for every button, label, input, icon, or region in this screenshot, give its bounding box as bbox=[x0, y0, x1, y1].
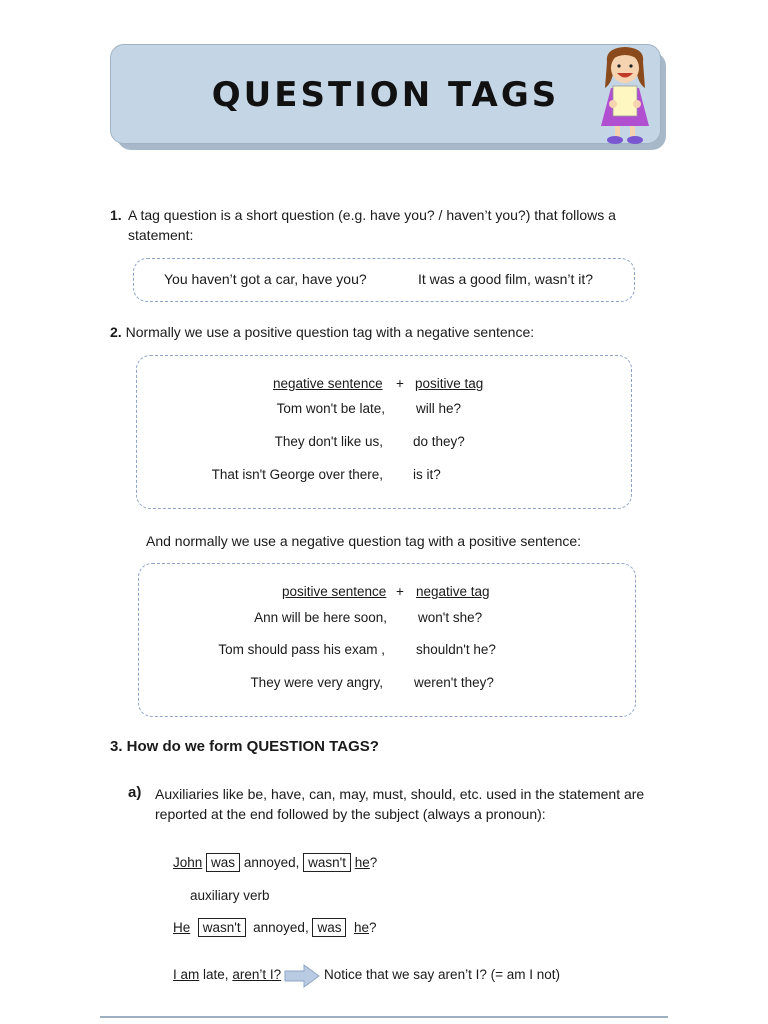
example2-end: ? bbox=[369, 920, 377, 935]
table2-plus: + bbox=[396, 584, 404, 599]
table1-row3-sentence: That isn't George over there, bbox=[211, 467, 383, 482]
positive-table-box bbox=[138, 563, 636, 717]
section3-a-text: Auxiliaries like be, have, can, may, must, should, etc. used in the statement are reported at the end followed by the subject (always a pronoun): bbox=[155, 786, 645, 822]
section1 bbox=[110, 205, 670, 243]
example-1b: It was a good film, wasn’t it? bbox=[418, 271, 594, 287]
table2-row1-sentence: Ann will be here soon, bbox=[254, 610, 387, 625]
table2-row3-tag: weren't they? bbox=[414, 675, 494, 690]
example1-pronoun: he bbox=[354, 855, 370, 870]
table1-row1-tag: will he? bbox=[416, 401, 462, 416]
example1-line bbox=[173, 855, 377, 870]
arrow-right-icon bbox=[284, 964, 320, 988]
table1-row2-sentence: They don't like us, bbox=[274, 434, 383, 449]
example1-tag-aux: wasn't bbox=[303, 853, 351, 872]
example3-part2: late, bbox=[203, 967, 229, 982]
negative-table-box bbox=[136, 355, 632, 509]
section1-number: 1. bbox=[110, 207, 122, 223]
section2-text: Normally we use a positive question tag with a negative sentence: bbox=[125, 324, 535, 340]
girl-illustration-icon bbox=[593, 44, 657, 148]
table1-row3-tag: is it? bbox=[413, 467, 441, 482]
example3-line bbox=[173, 967, 281, 982]
example2-subject: He bbox=[173, 920, 191, 935]
table2-header-tag: negative tag bbox=[416, 584, 490, 599]
table1-row2-tag: do they? bbox=[413, 434, 465, 449]
example2-tag-aux: was bbox=[312, 918, 346, 937]
table1-row1-sentence: Tom won't be late, bbox=[276, 401, 385, 416]
aux-verb-label: auxiliary verb bbox=[190, 888, 270, 903]
section3-heading: 3. How do we form QUESTION TAGS? bbox=[110, 738, 379, 755]
table2-row1-tag: won't she? bbox=[418, 610, 483, 625]
table2-row3-sentence: They were very angry, bbox=[250, 675, 383, 690]
title-banner bbox=[110, 44, 661, 144]
section2-text2: And normally we use a negative question tag with a positive sentence: bbox=[146, 533, 582, 549]
table2-header-sentence: positive sentence bbox=[282, 584, 387, 599]
example3-part3: aren’t I? bbox=[232, 967, 282, 982]
example2-line bbox=[173, 920, 377, 935]
section2 bbox=[110, 322, 670, 342]
example3-part1: I am bbox=[173, 967, 200, 982]
section3-a-label: a) bbox=[128, 784, 142, 801]
bottom-divider bbox=[100, 1016, 668, 1018]
example1-end: ? bbox=[369, 855, 378, 870]
note-text: Notice that we say aren’t I? (= am I not) bbox=[324, 967, 560, 982]
example1-subject: John bbox=[173, 855, 203, 870]
table1-header-tag: positive tag bbox=[415, 376, 484, 391]
example1-aux: was bbox=[206, 853, 240, 872]
example-1a: You haven’t got a car, have you? bbox=[164, 271, 367, 287]
page-title: QUESTION TAGS bbox=[211, 75, 560, 115]
example2-middle: annoyed, bbox=[253, 920, 309, 935]
table1-header-sentence: negative sentence bbox=[273, 376, 383, 391]
example1-middle: annoyed, bbox=[243, 855, 300, 870]
section2-number: 2. bbox=[110, 324, 122, 340]
table2-row2-tag: shouldn't he? bbox=[416, 642, 496, 657]
table1-plus: + bbox=[396, 376, 404, 391]
table2-row2-sentence: Tom should pass his exam , bbox=[218, 642, 385, 657]
section1-text: A tag question is a short question (e.g. have you? / haven’t you?) that follows a statement: bbox=[128, 207, 616, 243]
example2-pronoun: he bbox=[354, 920, 370, 935]
example2-aux: wasn't bbox=[198, 918, 246, 937]
